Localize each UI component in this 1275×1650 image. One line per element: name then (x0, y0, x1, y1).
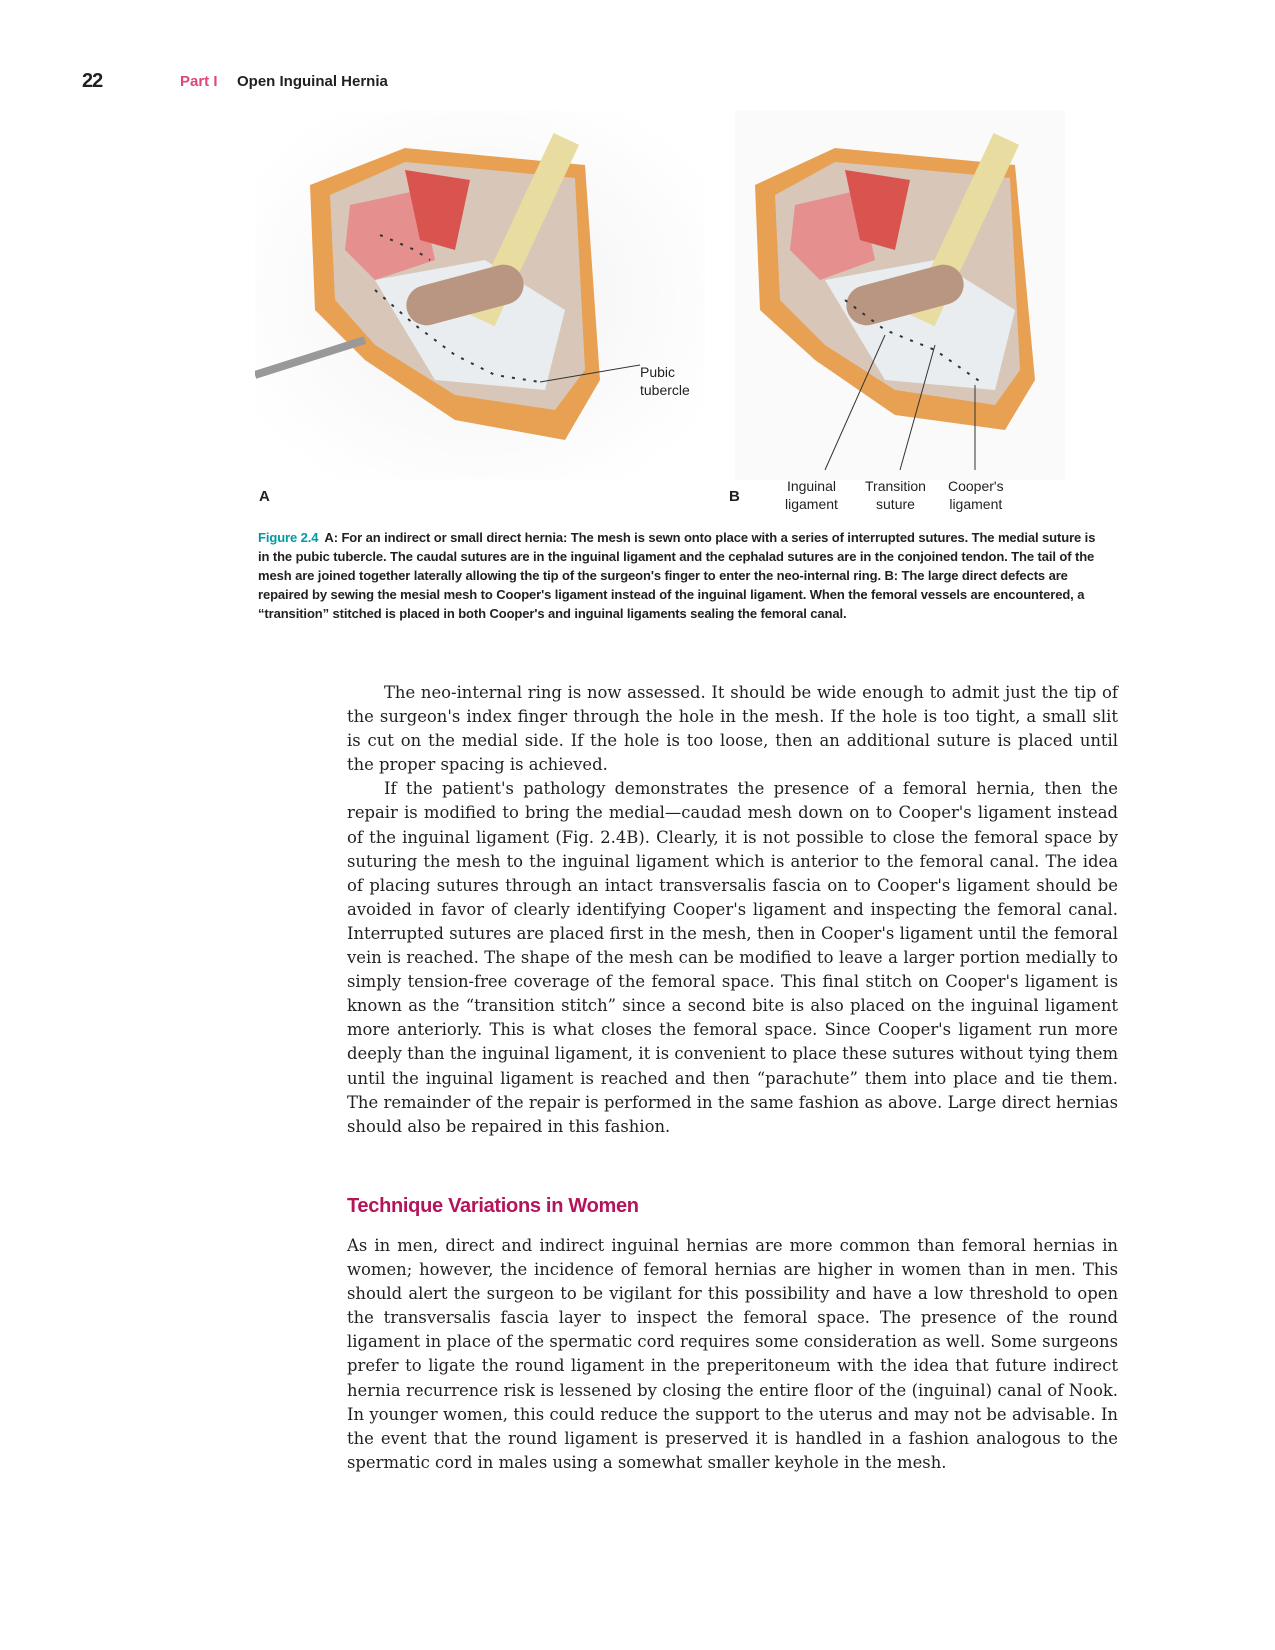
coopers-ligament-label: Cooper's ligament (948, 478, 1004, 512)
transition-suture-label: Transition suture (865, 478, 926, 512)
section-heading: Technique Variations in Women (347, 1195, 639, 1217)
paragraph: The neo-internal ring is now assessed. It should be wide enough to admit just the tip of the surgeon's index finger through the hole in the mesh. If the hole is too tight, a small slit is cut on the medial side. If the hole is too loose, then an additional suture is placed until the proper spacing is achieved. (347, 683, 1118, 775)
figure-caption (258, 528, 1108, 623)
caption-text: A: For an indirect or small direct hernia: The mesh is sewn onto place with a series of interrupted sutures. The medial suture is in the pubic tubercle. The caudal sutures are in the inguinal ligament and the cephalad sutures are in the conjoined tendon. The tail of the mesh are joined together laterally allowing the tip of the surgeon's finger to enter the neo-internal ring. B: The large direct defects are repaired by sewing the mesial mesh to Cooper's ligament instead of the inguinal ligament. When the femoral vessels are encountered, a “transition” stitched is placed in both Cooper's and inguinal ligaments sealing the femoral canal. (258, 530, 1096, 621)
figure-b-illustration (735, 110, 1065, 480)
panel-b-label: B (729, 488, 740, 505)
paragraph: As in men, direct and indirect inguinal hernias are more common than femoral hernias in women; however, the incidence of femoral hernias are higher in women than in men. This should alert the surgeon to be vigilant for this possibility and have a low threshold to open the transversalis fascia layer to inspect the femoral space. The presence of the round ligament in place of the spermatic cord requires some consideration as well. Some surgeons prefer to ligate the round ligament in the preperitoneum with the idea that future indirect hernia recurrence risk is lessened by closing the entire floor of the (inguinal) canal of Nook. In younger women, this could reduce the support to the uterus and may not be advisable. In the event that the round ligament is preserved it is handled in a fashion analogous to the spermatic cord in males using a somewhat smaller keyhole in the mesh. (347, 1236, 1118, 1472)
body-text (347, 681, 1118, 1139)
paragraph: If the patient's pathology demonstrates the presence of a femoral hernia, then the repair is modified to bring the medial—caudad mesh down on to Cooper's ligament instead of the inguinal ligament (Fig. 2.4B). Clearly, it is not possible to close the femoral space by suturing the mesh to the inguinal ligament which is anterior to the femoral canal. The idea of placing sutures through an intact transversalis fascia on to Cooper's ligament should be avoided in favor of clearly identifying Cooper's ligament and inspecting the femoral canal. Interrupted sutures are placed first in the mesh, then in Cooper's ligament until the femoral vein is reached. The shape of the mesh can be modified to leave a larger portion medially to simply tension-free coverage of the femoral space. This final stitch on Cooper's ligament is known as the “transition stitch” since a second bite is also placed on the inguinal ligament more anteriorly. This is what closes the femoral space. Since Cooper's ligament run more deeply than the inguinal ligament, it is convenient to place these sutures without tying them until the inguinal ligament is reached and then “parachute” them into place and tie them. The remainder of the repair is performed in the same fashion as above. Large direct hernias should also be repaired in this fashion. (347, 779, 1118, 1136)
running-title: Open Inguinal Hernia (237, 73, 388, 90)
figure-label: Figure 2.4 (258, 530, 319, 545)
page-number: 22 (82, 70, 103, 92)
part-label: Part I (180, 73, 218, 90)
panel-a-label: A (259, 488, 270, 505)
inguinal-ligament-label: Inguinal ligament (785, 478, 838, 512)
figure-a-illustration (255, 110, 705, 480)
pubic-tubercle-label: Pubic tubercle (640, 364, 690, 398)
section-body (347, 1234, 1118, 1475)
